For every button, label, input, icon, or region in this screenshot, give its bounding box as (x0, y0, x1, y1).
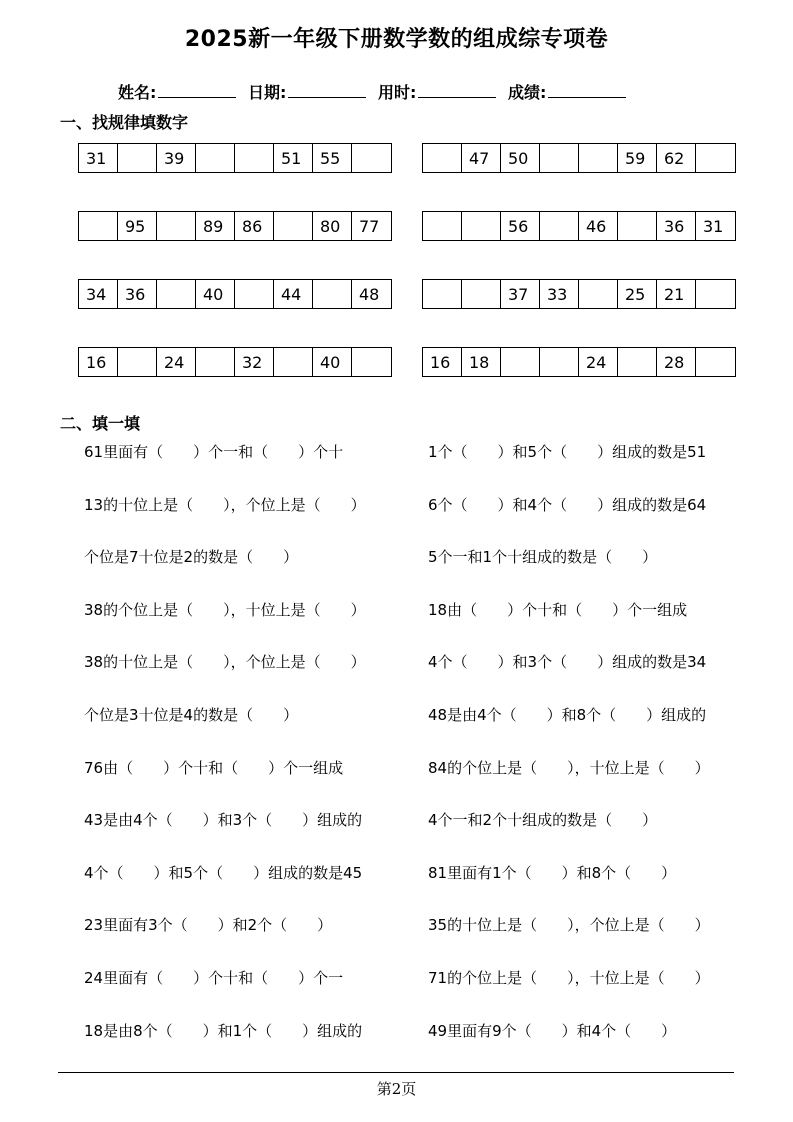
question-right: 6个（ ）和4个（ ）组成的数是64 (428, 496, 707, 514)
number-cell: 39 (157, 144, 196, 172)
blank-cell[interactable] (313, 280, 352, 308)
question-left: 38的十位上是（ ），个位上是（ ） (84, 653, 366, 671)
blank-cell[interactable] (352, 144, 391, 172)
sequence-right (422, 143, 736, 173)
number-cell: 50 (501, 144, 540, 172)
blank-cell[interactable] (118, 144, 157, 172)
section2-title: 二、填一填 (60, 414, 141, 433)
number-cell: 16 (423, 348, 462, 376)
number-cell: 95 (118, 212, 157, 240)
question-left: 18是由8个（ ）和1个（ ）组成的 (84, 1022, 363, 1040)
blank-cell[interactable] (696, 280, 735, 308)
number-cell: 21 (657, 280, 696, 308)
score-label: 成绩: (507, 83, 547, 102)
number-cell: 37 (501, 280, 540, 308)
sequence-left (78, 279, 392, 309)
number-cell: 48 (359, 284, 380, 304)
number-cell: 89 (196, 212, 235, 240)
blank-cell[interactable] (696, 348, 735, 376)
question-left: 4个（ ）和5个（ ）组成的数是45 (84, 864, 363, 882)
number-cell: 31 (79, 144, 118, 172)
sequence-right (422, 347, 736, 377)
question-right: 81里面有1个（ ）和8个（ ） (428, 864, 677, 882)
sequence-left (78, 347, 392, 377)
blank-cell[interactable] (540, 144, 579, 172)
time-blank[interactable] (418, 83, 496, 98)
question-right: 35的十位上是（ ），个位上是（ ） (428, 916, 710, 934)
question-right: 4个一和2个十组成的数是（ ） (428, 811, 658, 829)
blank-cell[interactable] (501, 348, 540, 376)
question-right: 4个（ ）和3个（ ）组成的数是34 (428, 653, 707, 671)
name-label: 姓名: (118, 83, 157, 102)
blank-cell[interactable] (540, 348, 579, 376)
number-cell: 31 (703, 216, 724, 236)
section1-title: 一、找规律填数字 (60, 113, 189, 132)
time-label: 用时: (377, 83, 417, 102)
number-cell: 36 (657, 212, 696, 240)
number-cell: 44 (274, 280, 313, 308)
question-right: 84的个位上是（ ），十位上是（ ） (428, 759, 710, 777)
number-cell: 34 (79, 280, 118, 308)
question-left: 23里面有3个（ ）和2个（ ） (84, 916, 333, 934)
number-cell: 51 (274, 144, 313, 172)
sequence-row (0, 143, 793, 174)
date-label: 日期: (247, 83, 287, 102)
page-title: 2025新一年级下册数学数的组成综专项卷 (184, 27, 609, 52)
question-right: 1个（ ）和5个（ ）组成的数是51 (428, 443, 707, 461)
blank-cell[interactable] (235, 144, 274, 172)
blank-cell[interactable] (274, 348, 313, 376)
footer-divider (58, 1072, 734, 1073)
question-right: 49里面有9个（ ）和4个（ ） (428, 1022, 677, 1040)
question-left: 个位是7十位是2的数是（ ） (84, 548, 299, 566)
blank-cell[interactable] (423, 212, 462, 240)
blank-cell[interactable] (462, 212, 501, 240)
number-cell: 25 (618, 280, 657, 308)
number-cell: 77 (359, 216, 380, 236)
blank-cell[interactable] (157, 280, 196, 308)
number-cell: 47 (462, 144, 501, 172)
number-cell: 86 (235, 212, 274, 240)
blank-cell[interactable] (118, 348, 157, 376)
blank-cell[interactable] (696, 144, 735, 172)
blank-cell[interactable] (579, 280, 618, 308)
sequence-left (78, 211, 392, 241)
question-right: 18由（ ）个十和（ ）个一组成 (428, 601, 688, 619)
blank-cell[interactable] (352, 348, 391, 376)
sequence-row (0, 347, 793, 378)
question-right: 5个一和1个十组成的数是（ ） (428, 548, 658, 566)
blank-cell[interactable] (157, 212, 196, 240)
number-cell: 28 (657, 348, 696, 376)
sequence-right (422, 279, 736, 309)
sequence-right (422, 211, 736, 241)
number-cell: 24 (157, 348, 196, 376)
question-left: 76由（ ）个十和（ ）个一组成 (84, 759, 344, 777)
question-left: 43是由4个（ ）和3个（ ）组成的 (84, 811, 363, 829)
number-cell: 40 (196, 280, 235, 308)
number-cell: 59 (618, 144, 657, 172)
blank-cell[interactable] (79, 212, 118, 240)
question-left: 24里面有（ ）个十和（ ）个一 (84, 969, 344, 987)
blank-cell[interactable] (462, 280, 501, 308)
name-blank[interactable] (158, 83, 236, 98)
number-cell: 16 (79, 348, 118, 376)
score-blank[interactable] (548, 83, 626, 98)
question-right: 71的个位上是（ ），十位上是（ ） (428, 969, 710, 987)
sequence-row (0, 211, 793, 242)
blank-cell[interactable] (235, 280, 274, 308)
sequence-left (78, 143, 392, 173)
question-left: 38的个位上是（ ），十位上是（ ） (84, 601, 366, 619)
question-left: 个位是3十位是4的数是（ ） (84, 706, 299, 724)
number-cell: 32 (235, 348, 274, 376)
number-cell: 46 (579, 212, 618, 240)
blank-cell[interactable] (196, 144, 235, 172)
date-blank[interactable] (288, 83, 366, 98)
number-cell: 56 (501, 212, 540, 240)
number-cell: 80 (313, 212, 352, 240)
number-cell: 36 (118, 280, 157, 308)
page-number: 第2页 (376, 1080, 417, 1098)
sequence-row (0, 279, 793, 310)
blank-cell[interactable] (540, 212, 579, 240)
question-left: 13的十位上是（ ），个位上是（ ） (84, 496, 366, 514)
number-cell: 55 (313, 144, 352, 172)
student-info-line (118, 80, 632, 103)
blank-cell[interactable] (618, 212, 657, 240)
number-cell: 40 (313, 348, 352, 376)
blank-cell[interactable] (579, 144, 618, 172)
blank-cell[interactable] (423, 280, 462, 308)
number-cell: 62 (657, 144, 696, 172)
number-cell: 24 (579, 348, 618, 376)
blank-cell[interactable] (196, 348, 235, 376)
question-left: 61里面有（ ）个一和（ ）个十 (84, 443, 344, 461)
number-cell: 33 (540, 280, 579, 308)
blank-cell[interactable] (618, 348, 657, 376)
number-cell: 18 (462, 348, 501, 376)
blank-cell[interactable] (423, 144, 462, 172)
blank-cell[interactable] (274, 212, 313, 240)
question-right: 48是由4个（ ）和8个（ ）组成的 (428, 706, 707, 724)
